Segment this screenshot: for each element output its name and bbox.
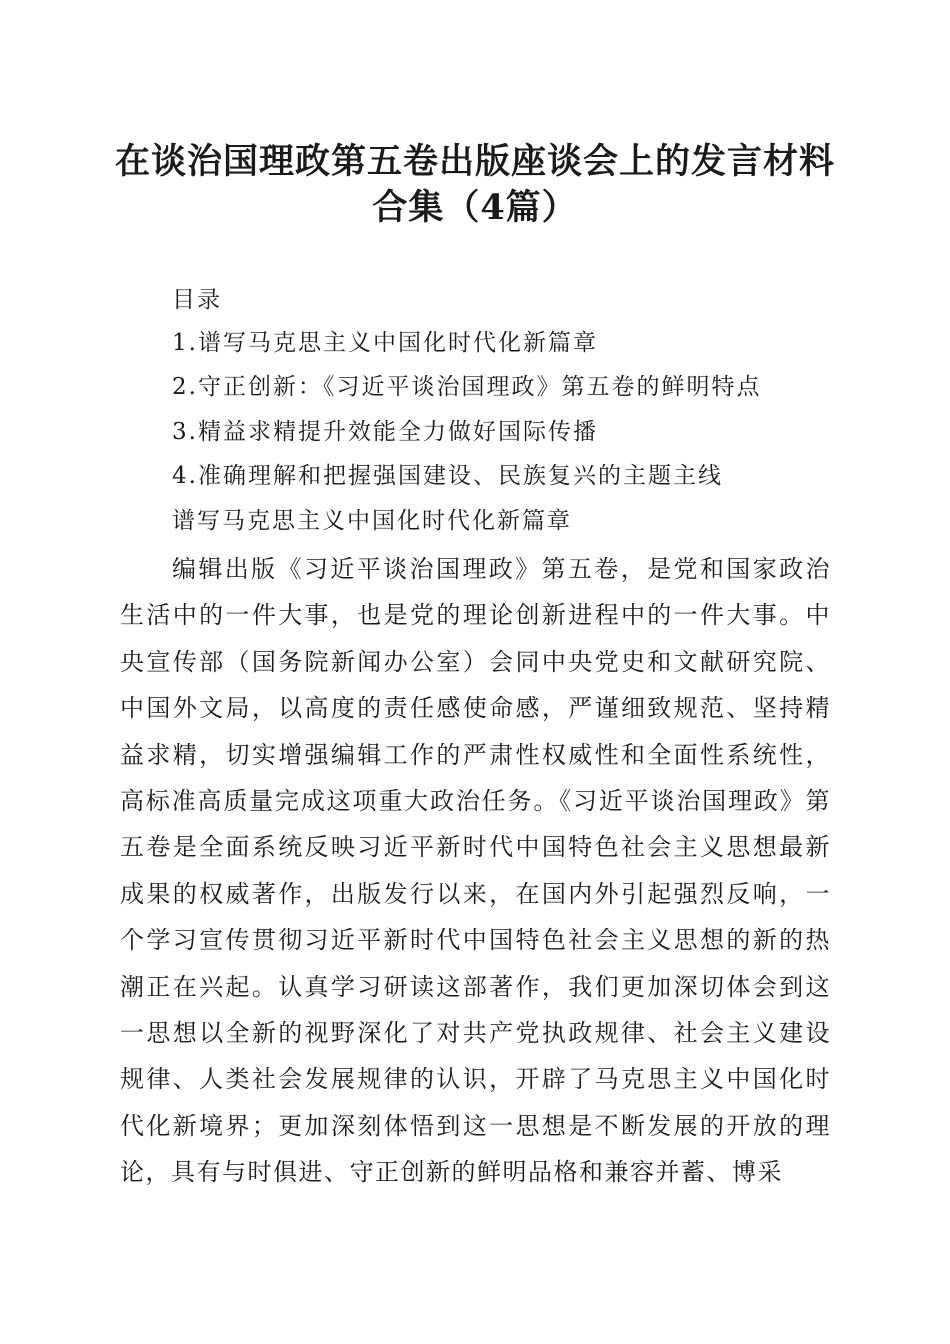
section-heading: 谱写马克思主义中国化时代化新篇章 (172, 508, 572, 534)
document-title-line-2: 合集（4篇） (372, 187, 578, 228)
document-title-line-1: 在谈治国理政第五卷出版座谈会上的发言材料 (114, 141, 835, 182)
toc-item-4: 4.准确理解和把握强国建设、民族复兴的主题主线 (172, 463, 723, 489)
toc-heading: 目录 (172, 287, 222, 313)
toc-item-2: 2.守正创新：《习近平谈治国理政》第五卷的鲜明特点 (172, 374, 762, 400)
toc-item-3: 3.精益求精提升效能全力做好国际传播 (172, 419, 598, 445)
toc-item-1: 1.谱写马克思主义中国化时代化新篇章 (172, 330, 598, 356)
body-paragraph: 编辑出版《习近平谈治国理政》第五卷，是党和国家政治生活中的一件大事，也是党的理论创新进程中的一件大事。中央宣传部（国务院新闻办公室）会同中央党史和文献研究院、中国外文局，以高度的责任感使命感，严谨细致规范、坚持精益求精，切实增强编辑工作的严肃性权威性和全面性系统性，高标准高质量完成这项重大政治任务。《习近平谈治国理政》第五卷是全面系统反映习近平新时代中国特色社会主义思想最新成果的权威著作，出版发行以来，在国内外引起强烈反响，一个学习宣传贯彻习近平新时代中国特色社会主义思想的新的热潮正在兴起。认真学习研读这部著作，我们更加深切体会到这一思想以全新的视野深化了对共产党执政规律、社会主义建设规律、人类社会发展规律的认识，开辟了马克思主义中国化时代化新境界；更加深刻体悟到这一思想是不断发展的开放的理论，具有与时俱进、守正创新的鲜明品格和兼容并蓄、博采 (120, 555, 831, 1187)
